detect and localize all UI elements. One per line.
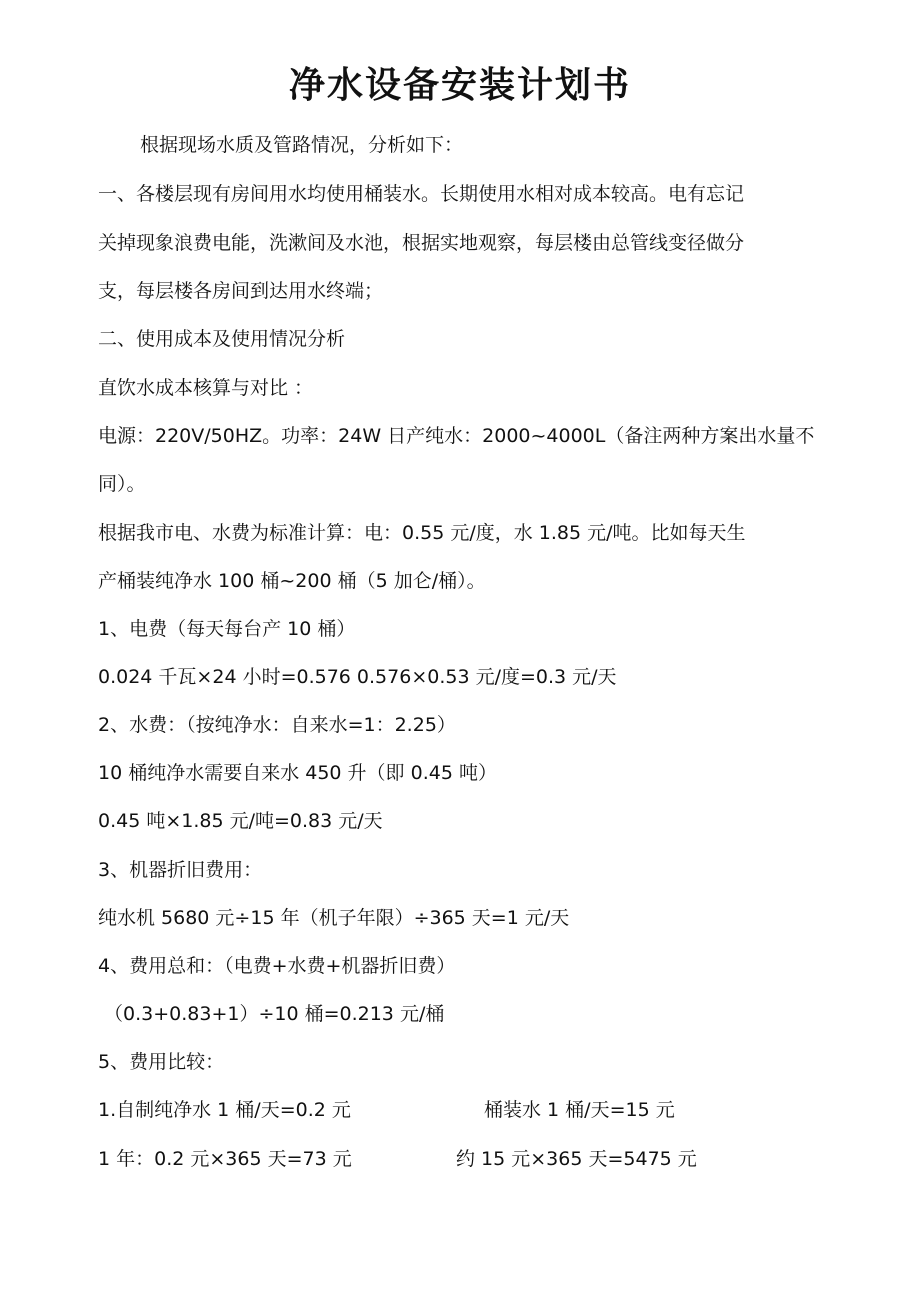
comparison-right: 约 15 元×365 天=5475 元	[456, 1148, 697, 1170]
comparison-heading: 5、费用比较：	[98, 1051, 225, 1073]
comparison-row	[98, 1144, 352, 1174]
rate-basis-line-1: 根据我市电、水费为标准计算：电：0.55 元/度，水 1.85 元/吨。比如每天生	[98, 522, 746, 544]
electricity-heading: 1、电费（每天每台产 10 桶）	[98, 618, 356, 640]
power-spec-line: 电源：220V/50HZ。功率：24W 日产纯水：2000~4000L（备注两种方案出水量不	[98, 425, 815, 447]
electricity-calc: 0.024 千瓦×24 小时=0.576 0.576×0.53 元/度=0.3 元/天	[98, 666, 617, 688]
section-one-line-1: 一、各楼层现有房间用水均使用桶装水。长期使用水相对成本较高。电有忘记	[98, 183, 745, 205]
power-spec-line-cont: 同）。	[98, 473, 146, 495]
total-heading: 4、费用总和：（电费+水费+机器折旧费）	[98, 955, 456, 977]
water-calc-2: 0.45 吨×1.85 元/吨=0.83 元/天	[98, 810, 383, 832]
document-title: 净水设备安装计划书	[288, 65, 631, 106]
intro-line: 根据现场水质及管路情况，分析如下：	[140, 134, 464, 156]
cost-comparison-heading: 直饮水成本核算与对比 ：	[98, 377, 314, 399]
section-two-heading: 二、使用成本及使用情况分析	[98, 328, 346, 350]
comparison-right: 桶装水 1 桶/天=15 元	[484, 1099, 675, 1121]
total-calc: （0.3+0.83+1）÷10 桶=0.213 元/桶	[104, 1003, 445, 1025]
section-one-line-2: 关掉现象浪费电能，洗漱间及水池，根据实地观察，每层楼由总管线变径做分	[98, 232, 745, 254]
comparison-left: 1.自制纯净水 1 桶/天=0.2 元	[98, 1099, 351, 1121]
water-calc-1: 10 桶纯净水需要自来水 450 升（即 0.45 吨）	[98, 762, 497, 784]
water-heading: 2、水费：（按纯净水：自来水=1：2.25）	[98, 714, 456, 736]
comparison-row	[98, 1095, 351, 1125]
depreciation-calc: 纯水机 5680 元÷15 年（机子年限）÷365 天=1 元/天	[98, 907, 570, 929]
comparison-left: 1 年：0.2 元×365 天=73 元	[98, 1148, 352, 1170]
rate-basis-line-2: 产桶装纯净水 100 桶~200 桶（5 加仑/桶）。	[98, 570, 486, 592]
depreciation-heading: 3、机器折旧费用：	[98, 859, 263, 881]
section-one-line-3: 支，每层楼各房间到达用水终端；	[98, 280, 384, 302]
